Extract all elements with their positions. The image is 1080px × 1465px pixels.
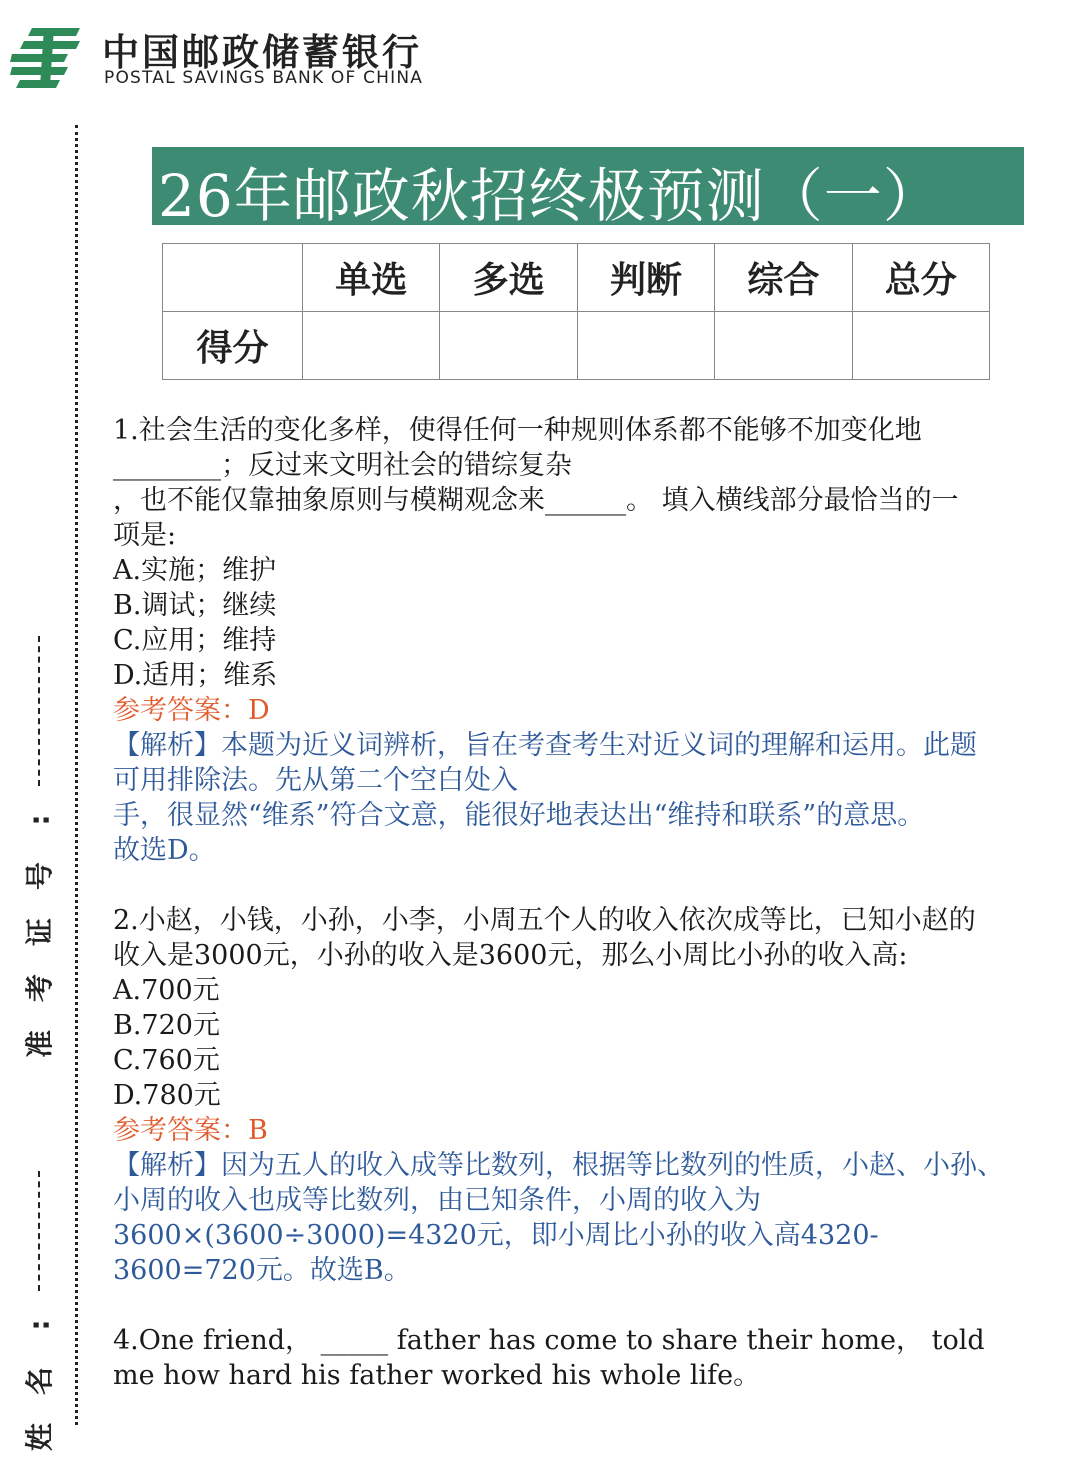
binding-dotted-line	[75, 125, 78, 1425]
question-text: ，也不能仅靠抽象原则与模糊观念来______。 填入横线部分最恰当的一	[113, 485, 959, 516]
reference-answer: 参考答案：B	[113, 1115, 268, 1146]
question-text: 1.社会生活的变化多样，使得任何一种规则体系都不能够不加变化地	[113, 415, 922, 446]
question-text: 4.One friend， _____ father has come to share their home， told	[113, 1325, 985, 1356]
score-cell-multiple[interactable]	[440, 312, 577, 380]
exam-id-char: 号	[22, 861, 56, 891]
analysis-text: 3600=720元。故选B。	[113, 1255, 411, 1286]
score-table-header-row	[163, 244, 990, 312]
exam-id-char: 考	[22, 973, 56, 1003]
page-title: 26年邮政秋招终极预测（一）	[158, 162, 942, 230]
spacer	[113, 1288, 1068, 1323]
name-char: 名	[22, 1366, 56, 1396]
reference-answer: 参考答案：D	[113, 695, 270, 726]
analysis-text: 3600×(3600÷3000)=4320元，即小周比小孙的收入高4320-	[113, 1220, 879, 1251]
question-text: me how hard his father worked his whole life。	[113, 1360, 761, 1391]
question-text: 项是:	[113, 520, 177, 551]
analysis-text: 【解析】本题为近义词辨析，旨在考查考生对近义词的理解和运用。此题	[113, 730, 977, 761]
analysis-text: 故选D。	[113, 835, 216, 866]
score-table-corner	[163, 244, 303, 312]
exam-id-label	[18, 630, 62, 1072]
exam-id-char: 证	[22, 917, 56, 947]
option-d: D.780元	[113, 1080, 221, 1111]
question-text: 2.小赵，小钱，小孙，小李，小周五个人的收入依次成等比，已知小赵的	[113, 905, 976, 936]
analysis-text: 可用排除法。先从第二个空白处入	[113, 765, 518, 796]
option-c: C.760元	[113, 1045, 220, 1076]
question-2	[113, 903, 1068, 1288]
score-cell-judge[interactable]	[577, 312, 714, 380]
score-row-label: 得分	[163, 312, 303, 380]
score-header-total: 总分	[852, 244, 989, 312]
score-header-multiple: 多选	[440, 244, 577, 312]
exam-id-char: 准	[22, 1029, 56, 1059]
bank-name-cn: 中国邮政储蓄银行	[102, 31, 422, 74]
score-table-score-row	[163, 312, 990, 380]
question-text: ________；反过来文明社会的错综复杂	[113, 450, 572, 481]
question-text: 收入是3000元，小孙的收入是3600元，那么小周比小孙的收入高:	[113, 940, 908, 971]
score-header-comprehensive: 综合	[715, 244, 852, 312]
title-banner	[152, 147, 1024, 230]
question-1	[113, 413, 1068, 868]
name-label	[18, 1165, 62, 1465]
exam-id-char: :	[22, 814, 56, 826]
score-cell-total[interactable]	[852, 312, 989, 380]
score-header-judge: 判断	[577, 244, 714, 312]
bank-name-en: POSTAL SAVINGS BANK OF CHINA	[104, 68, 424, 88]
option-c: C.应用；维持	[113, 625, 277, 656]
exam-id-blank	[38, 636, 43, 786]
option-b: B.调试；继续	[113, 590, 277, 621]
score-cell-single[interactable]	[303, 312, 440, 380]
question-4	[113, 1323, 1068, 1393]
option-b: B.720元	[113, 1010, 220, 1041]
psbc-logo-icon	[10, 24, 82, 90]
score-cell-comprehensive[interactable]	[715, 312, 852, 380]
name-blank	[38, 1171, 43, 1291]
option-d: D.适用；维系	[113, 660, 278, 691]
name-char: 姓	[22, 1422, 56, 1452]
analysis-text: 小周的收入也成等比数列，由已知条件，小周的收入为	[113, 1185, 761, 1216]
score-header-single: 单选	[303, 244, 440, 312]
spacer	[113, 868, 1068, 903]
analysis-text: 手，很显然“维系”符合文意，能很好地表达出“维持和联系”的意思。	[113, 800, 925, 831]
bank-logo	[10, 20, 430, 95]
option-a: A.实施；维护	[113, 555, 277, 586]
option-a: A.700元	[113, 975, 220, 1006]
name-char: :	[22, 1319, 56, 1331]
analysis-text: 【解析】因为五人的收入成等比数列，根据等比数列的性质，小赵、小孙、	[113, 1150, 1004, 1181]
score-table	[162, 243, 990, 380]
question-list	[113, 413, 1068, 1393]
